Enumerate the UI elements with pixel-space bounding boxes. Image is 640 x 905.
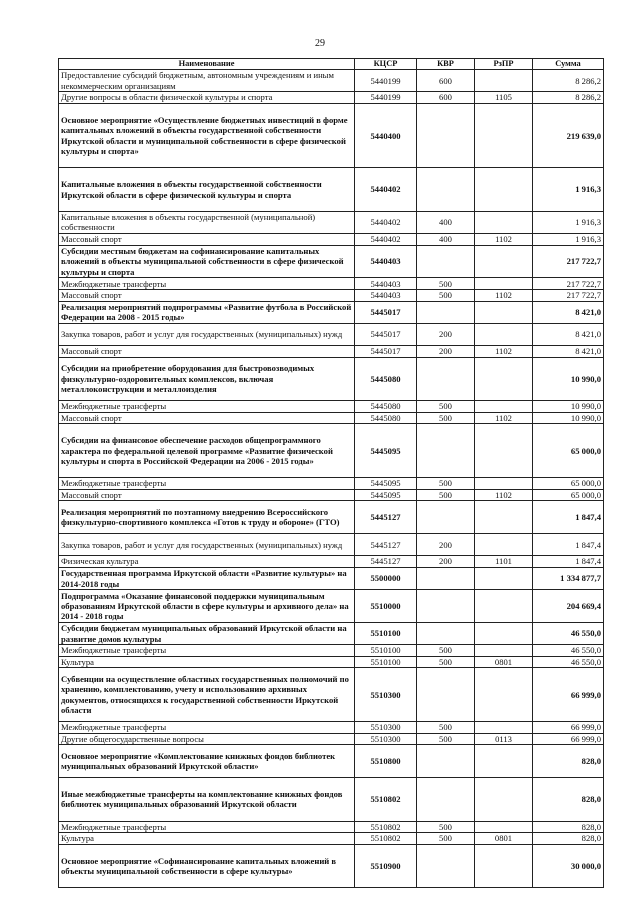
table-row — [59, 622, 604, 644]
cell-name: Массовый спорт — [59, 345, 355, 357]
cell-name: Массовый спорт — [59, 412, 355, 424]
table-row — [59, 733, 604, 745]
table-row — [59, 821, 604, 833]
cell-rzpr: 0801 — [475, 833, 533, 845]
cell-rzpr — [475, 668, 533, 722]
cell-sum: 10 990,0 — [533, 400, 604, 412]
cell-rzpr — [475, 357, 533, 400]
cell-kcsr: 5440402 — [355, 168, 417, 211]
cell-kcsr: 5445095 — [355, 424, 417, 478]
table-row — [59, 357, 604, 400]
cell-kcsr: 5445080 — [355, 357, 417, 400]
table-row — [59, 489, 604, 501]
cell-name: Другие общегосударственные вопросы — [59, 733, 355, 745]
cell-sum: 65 000,0 — [533, 424, 604, 478]
page-number: 29 — [315, 38, 325, 49]
cell-name: Культура — [59, 833, 355, 845]
cell-name: Основное мероприятие «Осуществление бюджетных инвестиций в форме капитальных вложений в объекты государственной собственности Иркутской области и муниципальной собственности в сфере физической культуры и спорта» — [59, 103, 355, 168]
cell-name: Основное мероприятие «Софинансирование капитальных вложений в объекты муниципальной собственности в сфере культуры» — [59, 844, 355, 887]
cell-kcsr: 5445127 — [355, 556, 417, 568]
cell-kcsr: 5510100 — [355, 656, 417, 668]
cell-name: Массовый спорт — [59, 489, 355, 501]
cell-sum: 217 722,7 — [533, 278, 604, 290]
cell-sum: 8 421,0 — [533, 323, 604, 345]
cell-rzpr — [475, 168, 533, 211]
cell-kcsr: 5445095 — [355, 478, 417, 490]
cell-kvr: 200 — [417, 345, 475, 357]
cell-kvr — [417, 357, 475, 400]
cell-sum: 8 286,2 — [533, 92, 604, 104]
table-row — [59, 668, 604, 722]
cell-rzpr — [475, 400, 533, 412]
table-row — [59, 278, 604, 290]
cell-kcsr: 5510300 — [355, 668, 417, 722]
cell-name: Реализация мероприятий по поэтапному внедрению Всероссийского физкультурно-спортивного комплекса «Готов к труду и обороне» (ГТО) — [59, 501, 355, 534]
cell-name: Государственная программа Иркутской области «Развитие культуры» на 2014-2018 годы — [59, 567, 355, 589]
cell-name: Закупка товаров, работ и услуг для государственных (муниципальных) нужд — [59, 534, 355, 556]
cell-kcsr: 5440400 — [355, 103, 417, 168]
cell-rzpr — [475, 590, 533, 623]
cell-sum: 828,0 — [533, 745, 604, 778]
cell-kcsr: 5510802 — [355, 833, 417, 845]
cell-rzpr — [475, 245, 533, 278]
cell-kvr: 200 — [417, 534, 475, 556]
cell-kvr: 400 — [417, 234, 475, 246]
cell-sum: 10 990,0 — [533, 412, 604, 424]
cell-kvr — [417, 778, 475, 821]
cell-name: Физическая культура — [59, 556, 355, 568]
cell-kcsr: 5445080 — [355, 400, 417, 412]
table-row — [59, 290, 604, 302]
cell-name: Другие вопросы в области физической культуры и спорта — [59, 92, 355, 104]
table-row — [59, 556, 604, 568]
cell-rzpr — [475, 70, 533, 92]
cell-kcsr: 5510100 — [355, 645, 417, 657]
table-row — [59, 778, 604, 821]
cell-sum: 828,0 — [533, 821, 604, 833]
cell-kcsr: 5510100 — [355, 622, 417, 644]
cell-rzpr — [475, 745, 533, 778]
cell-sum: 8 421,0 — [533, 345, 604, 357]
cell-kcsr: 5445017 — [355, 345, 417, 357]
cell-kvr: 400 — [417, 211, 475, 233]
cell-kvr: 500 — [417, 733, 475, 745]
table-row — [59, 234, 604, 246]
cell-kcsr: 5510802 — [355, 778, 417, 821]
cell-sum: 10 990,0 — [533, 357, 604, 400]
cell-kvr: 500 — [417, 489, 475, 501]
cell-kcsr: 5510000 — [355, 590, 417, 623]
cell-kcsr: 5510800 — [355, 745, 417, 778]
cell-rzpr — [475, 821, 533, 833]
cell-kcsr: 5445080 — [355, 412, 417, 424]
cell-kcsr: 5445017 — [355, 301, 417, 323]
cell-kcsr: 5440199 — [355, 92, 417, 104]
cell-kvr — [417, 590, 475, 623]
cell-kvr — [417, 245, 475, 278]
cell-sum: 1 847,4 — [533, 534, 604, 556]
cell-sum: 828,0 — [533, 778, 604, 821]
cell-kvr — [417, 567, 475, 589]
cell-name: Межбюджетные трансферты — [59, 645, 355, 657]
cell-kvr: 500 — [417, 722, 475, 734]
cell-rzpr — [475, 645, 533, 657]
table-row — [59, 478, 604, 490]
cell-kvr: 500 — [417, 833, 475, 845]
cell-sum: 217 722,7 — [533, 245, 604, 278]
cell-kcsr: 5445095 — [355, 489, 417, 501]
table-row — [59, 534, 604, 556]
cell-sum: 1 916,3 — [533, 234, 604, 246]
table-header-row — [59, 59, 604, 70]
cell-kvr: 500 — [417, 478, 475, 490]
cell-rzpr — [475, 534, 533, 556]
table-row — [59, 745, 604, 778]
cell-name: Иные межбюджетные трансферты на комплектование книжных фондов библиотек муниципальных образований Иркутской области — [59, 778, 355, 821]
cell-kcsr: 5510300 — [355, 733, 417, 745]
cell-name: Межбюджетные трансферты — [59, 478, 355, 490]
header-rzpr: РзПР — [475, 59, 533, 70]
cell-rzpr — [475, 211, 533, 233]
cell-kvr: 200 — [417, 323, 475, 345]
cell-kvr — [417, 844, 475, 887]
header-name: Наименование — [59, 59, 355, 70]
cell-rzpr: 1102 — [475, 234, 533, 246]
table-row — [59, 400, 604, 412]
cell-rzpr: 1102 — [475, 345, 533, 357]
cell-kvr — [417, 301, 475, 323]
cell-rzpr — [475, 844, 533, 887]
cell-kcsr: 5510900 — [355, 844, 417, 887]
cell-kvr — [417, 622, 475, 644]
table-row — [59, 645, 604, 657]
cell-rzpr: 1101 — [475, 556, 533, 568]
cell-kvr — [417, 103, 475, 168]
cell-kvr — [417, 745, 475, 778]
table-row — [59, 424, 604, 478]
cell-rzpr: 0113 — [475, 733, 533, 745]
table-row — [59, 168, 604, 211]
cell-rzpr — [475, 301, 533, 323]
cell-sum: 65 000,0 — [533, 489, 604, 501]
cell-rzpr — [475, 501, 533, 534]
cell-name: Массовый спорт — [59, 234, 355, 246]
cell-kvr: 200 — [417, 556, 475, 568]
cell-kcsr: 5440403 — [355, 290, 417, 302]
cell-sum: 8 421,0 — [533, 301, 604, 323]
cell-kvr: 500 — [417, 290, 475, 302]
cell-rzpr: 1102 — [475, 412, 533, 424]
cell-rzpr: 0801 — [475, 656, 533, 668]
cell-name: Культура — [59, 656, 355, 668]
cell-sum: 46 550,0 — [533, 622, 604, 644]
cell-name: Реализация мероприятий подпрограммы «Развитие футбола в Российской Федерации на 2008 - 2015 годы» — [59, 301, 355, 323]
cell-kcsr: 5440402 — [355, 234, 417, 246]
cell-name: Межбюджетные трансферты — [59, 278, 355, 290]
cell-name: Межбюджетные трансферты — [59, 400, 355, 412]
cell-kvr: 600 — [417, 70, 475, 92]
cell-kvr: 600 — [417, 92, 475, 104]
cell-kcsr: 5440199 — [355, 70, 417, 92]
cell-kvr — [417, 424, 475, 478]
cell-kvr: 500 — [417, 645, 475, 657]
cell-sum: 1 847,4 — [533, 501, 604, 534]
cell-kvr — [417, 168, 475, 211]
table-row — [59, 656, 604, 668]
cell-kvr — [417, 668, 475, 722]
cell-rzpr: 1102 — [475, 290, 533, 302]
cell-sum: 1 334 877,7 — [533, 567, 604, 589]
table-row — [59, 301, 604, 323]
cell-kcsr: 5445127 — [355, 534, 417, 556]
header-kvr: КВР — [417, 59, 475, 70]
table-row — [59, 92, 604, 104]
cell-name: Капитальные вложения в объекты государственной собственности Иркутской области в сфере физической культуры и спорта — [59, 168, 355, 211]
cell-sum: 46 550,0 — [533, 645, 604, 657]
cell-sum: 828,0 — [533, 833, 604, 845]
cell-kcsr: 5440402 — [355, 211, 417, 233]
cell-kcsr: 5445127 — [355, 501, 417, 534]
cell-name: Межбюджетные трансферты — [59, 722, 355, 734]
table-row — [59, 590, 604, 623]
header-kcsr: КЦСР — [355, 59, 417, 70]
budget-table — [58, 58, 604, 888]
cell-sum: 1 916,3 — [533, 211, 604, 233]
header-sum: Сумма — [533, 59, 604, 70]
cell-sum: 204 669,4 — [533, 590, 604, 623]
cell-sum: 30 000,0 — [533, 844, 604, 887]
cell-sum: 66 999,0 — [533, 722, 604, 734]
cell-kvr — [417, 501, 475, 534]
table-row — [59, 323, 604, 345]
table-row — [59, 103, 604, 168]
cell-rzpr — [475, 722, 533, 734]
cell-name: Субсидии бюджетам муниципальных образований Иркутской области на развитие домов культуры — [59, 622, 355, 644]
table-row — [59, 70, 604, 92]
cell-kvr: 500 — [417, 278, 475, 290]
cell-sum: 65 000,0 — [533, 478, 604, 490]
table-row — [59, 412, 604, 424]
cell-kcsr: 5510300 — [355, 722, 417, 734]
cell-kvr: 500 — [417, 656, 475, 668]
table-row — [59, 833, 604, 845]
table-row — [59, 501, 604, 534]
cell-sum: 8 286,2 — [533, 70, 604, 92]
cell-name: Капитальные вложения в объекты государственной (муниципальной) собственности — [59, 211, 355, 233]
cell-kcsr: 5510802 — [355, 821, 417, 833]
cell-kvr: 500 — [417, 821, 475, 833]
table-row — [59, 211, 604, 233]
cell-rzpr — [475, 103, 533, 168]
cell-name: Межбюджетные трансферты — [59, 821, 355, 833]
cell-sum: 1 916,3 — [533, 168, 604, 211]
table-row — [59, 345, 604, 357]
cell-kcsr: 5445017 — [355, 323, 417, 345]
cell-name: Массовый спорт — [59, 290, 355, 302]
cell-name: Субсидии на приобретение оборудования для быстровозводимых физкультурно-оздоровительных комплексов, включая металлоконструкции и металлоизделия — [59, 357, 355, 400]
cell-rzpr: 1102 — [475, 489, 533, 501]
cell-rzpr — [475, 778, 533, 821]
cell-rzpr: 1105 — [475, 92, 533, 104]
cell-sum: 66 999,0 — [533, 733, 604, 745]
cell-rzpr — [475, 622, 533, 644]
cell-name: Субсидии на финансовое обеспечение расходов общепрограммного характера по федеральной целевой программе «Развитие физической культуры и спорта в Российской Федерации на 2006 - 2015 годы» — [59, 424, 355, 478]
cell-sum: 217 722,7 — [533, 290, 604, 302]
table-row — [59, 844, 604, 887]
cell-rzpr — [475, 478, 533, 490]
cell-name: Основное мероприятие «Комплектование книжных фондов библиотек муниципальных образований Иркутской области» — [59, 745, 355, 778]
table-row — [59, 567, 604, 589]
cell-kcsr: 5500000 — [355, 567, 417, 589]
table-row — [59, 245, 604, 278]
cell-kcsr: 5440403 — [355, 245, 417, 278]
cell-name: Субсидии местным бюджетам на софинансирование капитальных вложений в объекты муниципальной собственности в сфере физической культуры и спорта — [59, 245, 355, 278]
table-row — [59, 722, 604, 734]
cell-rzpr — [475, 278, 533, 290]
cell-kcsr: 5440403 — [355, 278, 417, 290]
cell-sum: 1 847,4 — [533, 556, 604, 568]
cell-name: Закупка товаров, работ и услуг для государственных (муниципальных) нужд — [59, 323, 355, 345]
cell-rzpr — [475, 567, 533, 589]
cell-rzpr — [475, 424, 533, 478]
cell-name: Предоставление субсидий бюджетным, автономным учреждениям и иным некоммерческим организациям — [59, 70, 355, 92]
cell-name: Подпрограмма «Оказание финансовой поддержки муниципальным образованиям Иркутской области в сфере культуры и архивного дела» на 2014 - 2018 годы — [59, 590, 355, 623]
cell-kvr: 500 — [417, 400, 475, 412]
cell-sum: 46 550,0 — [533, 656, 604, 668]
cell-kvr: 500 — [417, 412, 475, 424]
cell-rzpr — [475, 323, 533, 345]
cell-sum: 66 999,0 — [533, 668, 604, 722]
cell-name: Субвенции на осуществление областных государственных полномочий по хранению, комплектованию, учету и использованию архивных документов, относящихся к государственной собственности Иркутской области — [59, 668, 355, 722]
cell-sum: 219 639,0 — [533, 103, 604, 168]
